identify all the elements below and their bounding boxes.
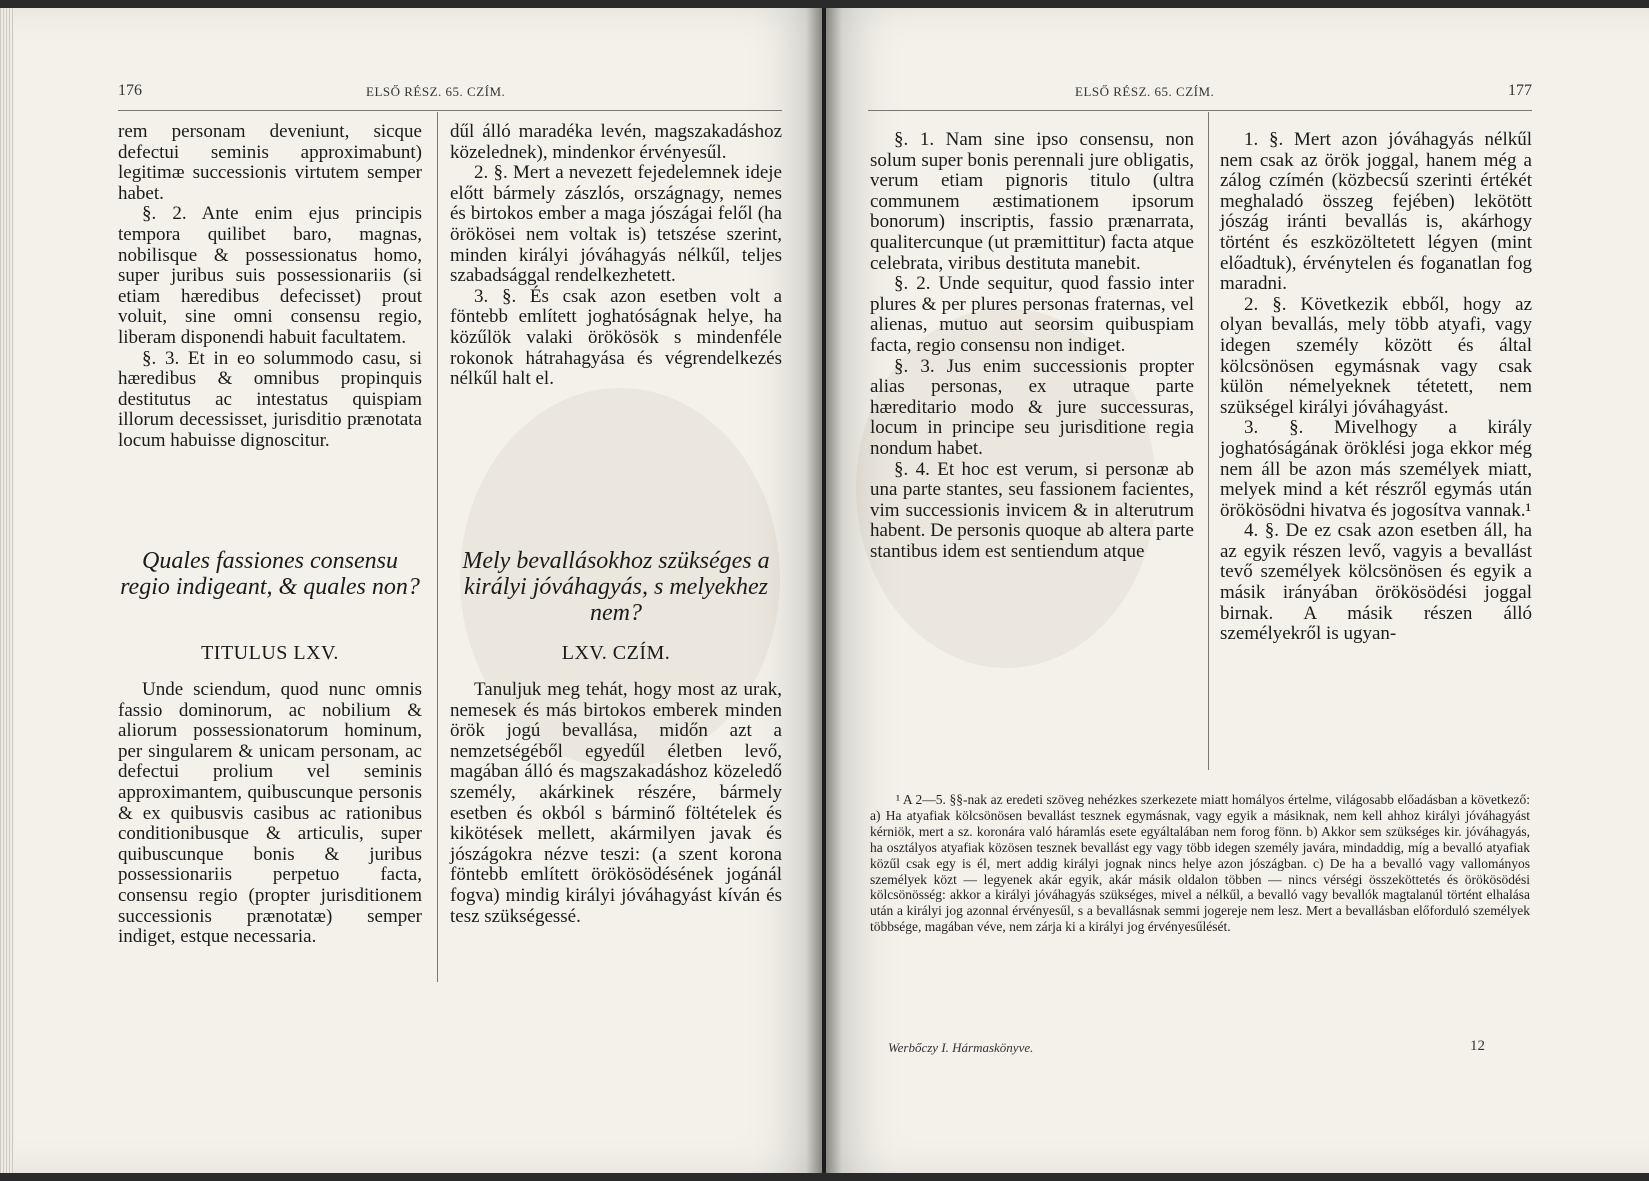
latin-section-heading: Quales fassiones consensu regio indigeant, & quales non?: [120, 548, 420, 600]
page-number-right: 177: [1508, 82, 1532, 99]
paragraph: §. 3. Et in eo solummodo casu, si hæredibus & omnibus propinquis destitutus ac intestatus quispiam illorum decessisset, jurisditio prænotata locum habuisse dignoscitur.: [118, 347, 422, 451]
paragraph: Tanuljuk meg tehát, hogy most az urak, nemesek és más birtokos emberek minden örök jogú bevallása, midőn azt a nemzetségéből egyedűl életben levő, magában álló és magszakadáshoz közeledő személy, akárkinek részére, bármely esetben és okból s bárminő föltételek és kikötések mellett, akármilyen javak és jószágokra nézve teszi: (a szent korona föntebb említett örökösödésének jogánál fogva) mindig királyi jóváhagyást kíván és tesz szükségessé.: [450, 679, 782, 927]
book-gutter: [806, 8, 842, 1173]
latin-column-right: [870, 130, 1194, 562]
paragraph: 1. §. Mert azon jóváhagyás nélkűl nem csak az örök joggal, hanem még a zálog czímén (közbecsű szerinti értékét meghaladó összeg fejében) lekötött jószág iránti bevallás is, akárhogy történt és eszközöltetett légyen (mint előadtuk), érvénytelen és foganatlan fog maradni.: [1220, 129, 1532, 295]
hungarian-column-right: [1220, 130, 1532, 645]
latin-titulus: TITULUS LXV.: [201, 642, 339, 664]
hungarian-column-top-left: [450, 122, 782, 390]
paragraph: 2. §. Következik ebből, hogy az olyan bevallás, mely több atyafi, vagy idegen személy között és által kölcsönösen egymásnak vagy csak külön némelyeknek tétetett, nem szükségel királyi jóváhagyást.: [1220, 293, 1532, 418]
paragraph: dűl álló maradéka levén, magszakadáshoz közelednek), mindenkor érvényesűl.: [450, 121, 782, 163]
running-head-right: ELSŐ RÉSZ. 65. CZÍM.: [1075, 84, 1215, 99]
header-rule-left: [118, 110, 782, 111]
paragraph: §. 3. Jus enim successionis propter alias personas, ex utraque parte hæreditario modo & jure successuras, locum in principe seu jurisditione regia nondum habet.: [870, 355, 1194, 459]
running-head-left: ELSŐ RÉSZ. 65. CZÍM.: [366, 84, 506, 99]
page-number-left: 176: [118, 82, 142, 99]
paragraph: 3. §. És csak azon esetben volt a föntebb említett joghatóságnak helye, ha közűlök valaki örökösök s mindenféle rokonok hátrahagyása és végrendelkezés nélkűl halt el.: [450, 285, 782, 390]
hungarian-section-heading: Mely bevallásokhoz szükséges a királyi jóváhagyás, s melyekhez nem?: [462, 548, 770, 626]
paragraph: 2. §. Mert a nevezett fejedelemnek ideje előtt bármely zászlós, országnagy, nemes és birtokos ember a maga jószágai felől (ha örökösei nem voltak is) tetszése szerint, minden királyi jóváhagyás nélkűl, teljes szabadsággal rendelkezhetett.: [450, 162, 782, 287]
paragraph: §. 1. Nam sine ipso consensu, non solum super bonis perennali jure obligatis, verum etiam pignoris titulo (ultra communem æstimationem ipsorum bonorum) inscriptis, fassio prænarrata, qualitercunque (ut præmittitur) facta atque celebrata, viribus destituta manebit.: [870, 129, 1194, 274]
paragraph: rem personam deveniunt, sicque defectui seminis approximabunt) legitimæ successionis virtutem semper habet.: [118, 121, 422, 204]
footnote: [870, 792, 1530, 935]
signature-mark: 12: [1470, 1038, 1485, 1054]
latin-column-body-left: [118, 680, 422, 948]
page-edges: [0, 8, 14, 1173]
paragraph: Unde sciendum, quod nunc omnis fassio dominorum, ac nobilium & aliorum possessionatorum hominum, per singularem & unicam personam, ac defectui prolium vel seminis approximantem, quibuscunque personis & ex quibusvis casibus ac rationibus conditionibusque & articulis, super quibuscunque bonis & juribus possessionariis perpetuo facta, consensu regio (propter jurisditionem successionis prænotatæ) semper indiget, estque necessaria.: [118, 679, 422, 948]
hungarian-column-body-left: [450, 680, 782, 927]
footnote-text: ¹ A 2—5. §§-nak az eredeti szöveg nehézkes szerkezete miatt homályos értelme, világosabb előadásban a következő: a) Ha atyafiak kölcsönösen bevallást tesznek egymásnak, vagy egyik a másiknak, nem kell ahhoz királyi jóváhagyást kérniök, mert a sz. koronára való háramlás esete egyáltalában nem forog fönn. b) Akkor sem szükséges kir. jóváhagyás, ha osztályos atyafiak közösen tesznek bevallást egy vagy több idegen személy javára, mindaddig, míg a bevalló atyafiak közűl csak egy is él, mert addig királyi jognak nincs helye azon jószágban. c) De ha a bevalló vagy vallományos személyek közt — legyenek akár egyik, akár másik oldalon többen — nincs vérségi összeköttetés és örökösödési kölcsönösség: akkor a királyi jóváhagyás szükséges, mivel a nélkűl, a bevalló vagy bevallók magtalanúl történt elhalása után a királyi jog azonnal érvényesűl, s a bevallásnak semmi jogereje nem lesz. Mert a bevallásban előforduló személyek többsége, magában véve, nem zárja ki a királyi jog érvényesűlését.: [870, 792, 1530, 935]
paragraph: §. 2. Ante enim ejus principis tempora quilibet baro, magnas, nobilisque & possessionatus homo, super juribus suis possessionariis (si etiam hæredibus defecisset) prout voluit, sine omni consensu regio, liberam disponendi habuit facultatem.: [118, 203, 422, 348]
paragraph: 4. §. De ez csak azon esetben áll, ha az egyik részen levő, vagyis a bevallást tevő személyek kölcsönösen és egyik a másik irányában örökösödési joggal birnak. A másik részen álló személyekről is ugyan-: [1220, 520, 1532, 645]
column-divider-left: [437, 112, 438, 982]
hungarian-czim: LXV. CZÍM.: [561, 642, 671, 664]
column-divider-right: [1208, 112, 1209, 770]
latin-column-top-left: [118, 122, 422, 452]
book-title-footer: Werbőczy I. Hármaskönyve.: [888, 1040, 1034, 1055]
paragraph: §. 4. Et hoc est verum, si personæ ab una parte stantes, seu fassionem facientes, vim successionis invicem & in alterutrum habent. De personis quoque ab altera parte stantibus idem est sentiendum atque: [870, 458, 1194, 562]
paragraph: §. 2. Unde sequitur, quod fassio inter plures & per plures personas fraternas, vel alienas, mutuo aut seorsim quibuspiam facta, regio consensu non indiget.: [870, 273, 1194, 356]
header-rule-right: [868, 110, 1532, 111]
paragraph: 3. §. Mivelhogy a király joghatóságának öröklési joga ekkor még nem áll be azon más személyek miatt, melyek mind a két részről egymás után örökösödni hivatva és jogosítva vannak.¹: [1220, 417, 1532, 521]
